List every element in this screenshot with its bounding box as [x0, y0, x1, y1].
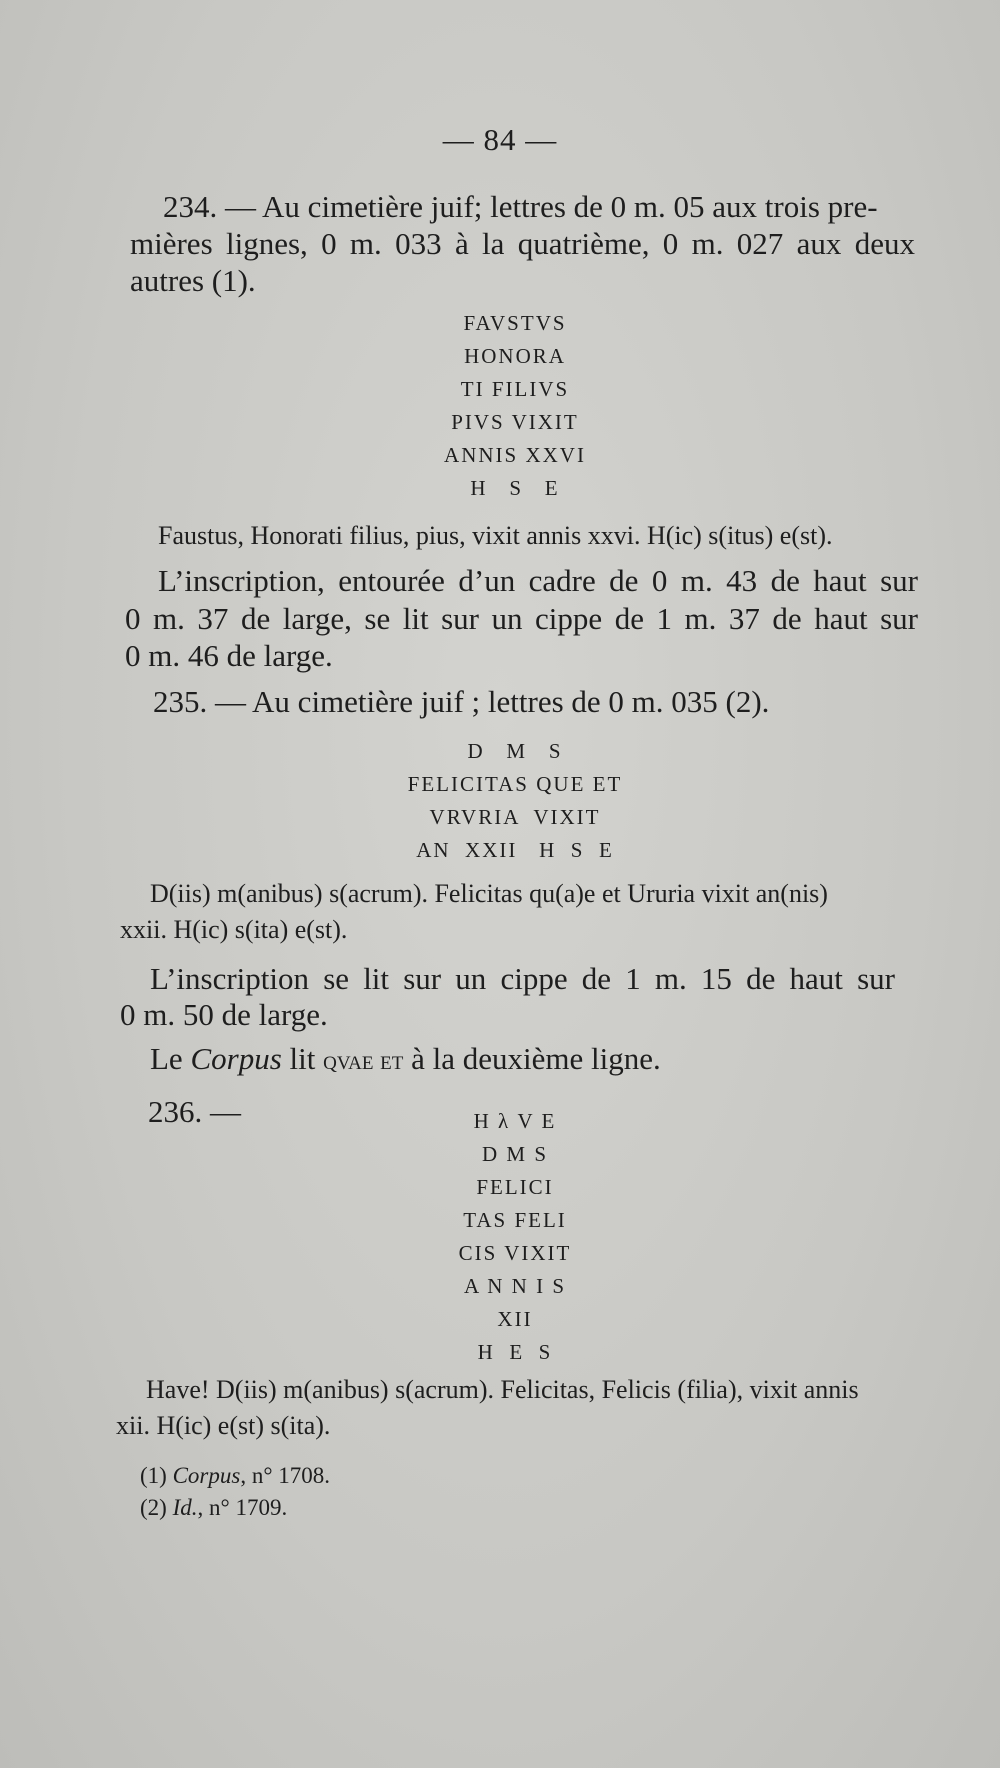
entry-235-intro — [153, 683, 873, 721]
inscription-line: ANNIS XXVI — [444, 443, 586, 467]
footnote-1: (1) Corpus, n° 1708. — [140, 1463, 331, 1488]
inscription-line: TAS FELI — [463, 1208, 567, 1232]
entry-234-intro-line-2: mières lignes, 0 m. 033 à la quatrième, 0 m. 027 aux deux — [130, 226, 915, 261]
entry-number: 234. — — [163, 189, 256, 224]
entry-236-number: 236. — — [148, 1094, 241, 1129]
inscription-line: FELICI — [476, 1175, 554, 1199]
inscription-line: XII — [497, 1307, 533, 1331]
inscription-line: FELICITAS QUE ET — [407, 772, 623, 796]
transcription-234: Faustus, Honorati filius, pius, vixit annis xxvi. H(ic) s(itus) e(st). — [158, 521, 833, 550]
inscription-236 — [0, 1105, 1000, 1369]
inscription-line: VRVRIA VIXIT — [429, 805, 601, 829]
transcription-235-line-2: xxii. H(ic) s(ita) e(st). — [120, 915, 348, 944]
inscription-line: H λ V E — [473, 1109, 557, 1133]
inscription-line: AN XXII H S E — [416, 838, 614, 862]
footnote-2: (2) Id., n° 1709. — [140, 1495, 288, 1520]
inscription-line: FAVSTVS — [463, 311, 567, 335]
inscription-235 — [0, 735, 1000, 867]
page-number: — 84 — — [442, 122, 558, 157]
corpus-reading: qvae et — [323, 1045, 404, 1075]
entry-number: 235. — — [153, 684, 246, 719]
corpus-title: Corpus — [190, 1041, 282, 1076]
footnote-source: Id. — [172, 1495, 198, 1520]
inscription-line: D M S — [481, 1142, 549, 1166]
entry-234-intro-line-3: autres (1). — [130, 263, 256, 298]
transcription-235-line-1: D(iis) m(anibus) s(acrum). Felicitas qu(a)e et Ururia vixit an(nis) — [150, 879, 828, 908]
intro-text: Au cimetière juif; lettres de 0 m. 05 aux trois pre- — [262, 189, 878, 224]
footnote-source: Corpus — [172, 1463, 241, 1488]
entry-234-note-line-2: 0 m. 37 de large, se lit sur un cippe de 1 m. 37 de haut sur — [125, 601, 918, 636]
transcription-236-line-1: Have! D(iis) m(anibus) s(acrum). Felicitas, Felicis (filia), vixit annis — [146, 1375, 859, 1404]
entry-235-note-line-2: 0 m. 50 de large. — [120, 997, 328, 1032]
inscription-line: D M S — [467, 739, 563, 763]
intro-text: Au cimetière juif ; lettres de 0 m. 035 (2). — [252, 684, 770, 719]
inscription-line: CIS VIXIT — [458, 1241, 572, 1265]
inscription-line: A N N I S — [463, 1274, 566, 1298]
inscription-line: H E S — [477, 1340, 553, 1364]
inscription-line: HONORA — [464, 344, 566, 368]
entry-234-note-line-1: L’inscription, entourée d’un cadre de 0 m. 43 de haut sur — [158, 563, 918, 598]
transcription-236-line-2: xii. H(ic) e(st) s(ita). — [116, 1411, 331, 1440]
inscription-line: PIVS VIXIT — [451, 410, 579, 434]
entry-234-note-line-3: 0 m. 46 de large. — [125, 638, 333, 673]
corpus-reading-note: Le Corpus lit qvae et à la deuxième ligne. — [150, 1041, 661, 1076]
entry-234-intro-line-1 — [163, 188, 915, 226]
inscription-line: TI FILIVS — [460, 377, 570, 401]
inscription-234 — [0, 307, 1000, 505]
entry-235-note-line-1: L’inscription se lit sur un cippe de 1 m. 15 de haut sur — [150, 961, 895, 996]
inscription-line: H S E — [470, 476, 560, 500]
